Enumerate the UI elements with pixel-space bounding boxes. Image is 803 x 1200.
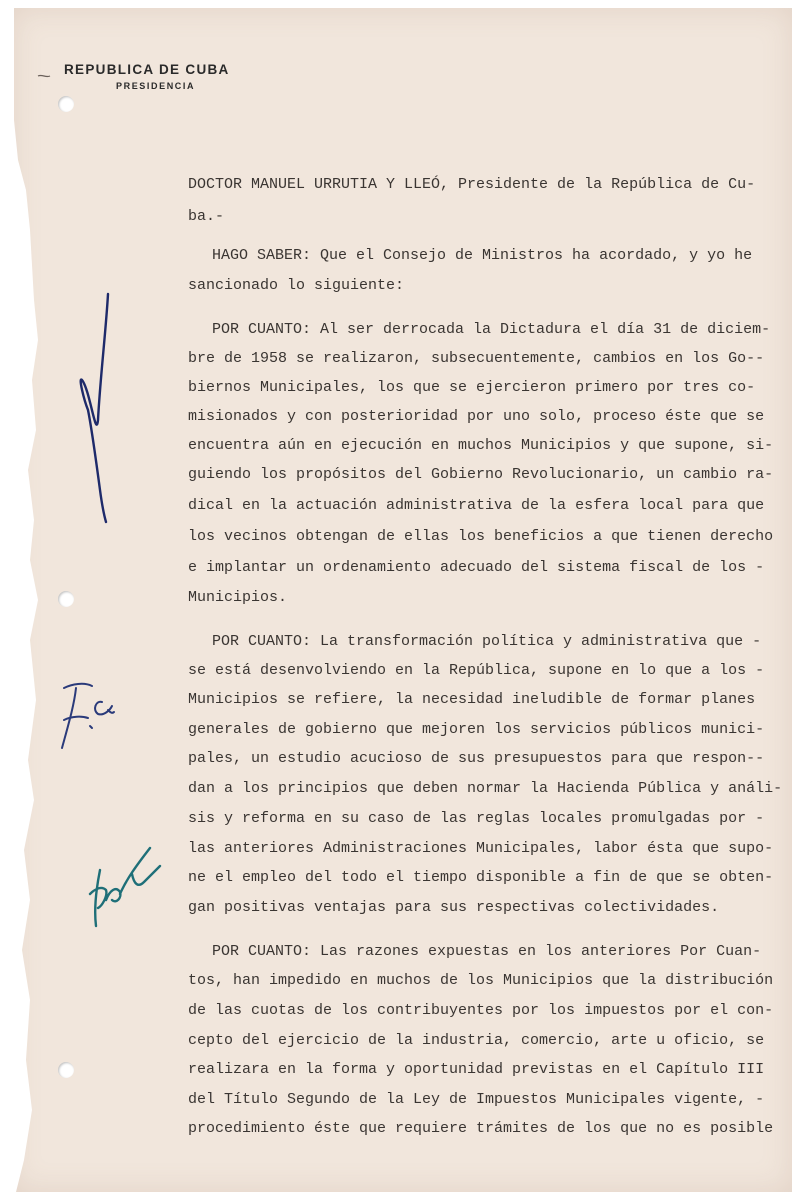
signature-mark-top xyxy=(70,290,130,530)
initials-mark xyxy=(52,676,132,756)
torn-left-edge xyxy=(0,0,60,1200)
text-line: e implantar un ordenamiento adecuado del sistema fiscal de los - xyxy=(188,559,765,576)
pencil-mark xyxy=(34,66,64,86)
text-line: las anteriores Administraciones Municipales, labor ésta que supo- xyxy=(188,840,774,857)
letterhead xyxy=(64,62,264,91)
text-line: los vecinos obtengan de ellas los beneficios a que tienen derecho xyxy=(188,528,774,545)
text-line: sis y reforma en su caso de las reglas locales promulgadas por - xyxy=(188,810,765,827)
text-line: Municipios. xyxy=(188,589,288,606)
text-line: bre de 1958 se realizaron, subsecuentemente, cambios en los Go-- xyxy=(188,350,765,367)
text-line: misionados y con posterioridad por uno solo, proceso éste que se xyxy=(188,408,765,425)
text-line: dical en la actuación administrativa de la esfera local para que xyxy=(188,497,765,514)
text-line: dan a los principios que deben normar la Hacienda Pública y análi- xyxy=(188,780,783,797)
punch-hole-bottom xyxy=(58,1062,74,1078)
text-line: realizara en la forma y oportunidad previstas en el Capítulo III xyxy=(188,1061,765,1078)
text-line: POR CUANTO: Al ser derrocada la Dictadura el día 31 de diciem- xyxy=(212,321,771,338)
text-line: del Título Segundo de la Ley de Impuestos Municipales vigente, - xyxy=(188,1091,765,1108)
punch-hole-top xyxy=(58,96,74,112)
letterhead-title: REPUBLICA DE CUBA xyxy=(64,62,230,77)
text-line: encuentra aún en ejecución en muchos Municipios y que supone, si- xyxy=(188,437,774,454)
text-line: generales de gobierno que mejoren los servicios públicos munici- xyxy=(188,721,765,738)
letterhead-subtitle: PRESIDENCIA xyxy=(116,81,196,91)
text-line: Municipios se refiere, la necesidad ineludible de formar planes xyxy=(188,691,756,708)
text-line: de las cuotas de los contribuyentes por los impuestos por el con- xyxy=(188,1002,774,1019)
text-line: cepto del ejercicio de la industria, comercio, arte u oficio, se xyxy=(188,1032,765,1049)
text-line: procedimiento éste que requiere trámites de los que no es posible xyxy=(188,1120,774,1137)
text-line: sancionado lo siguiente: xyxy=(188,277,405,294)
text-line: biernos Municipales, los que se ejercieron primero por tres co- xyxy=(188,379,756,396)
text-line: tos, han impedido en muchos de los Municipios que la distribución xyxy=(188,972,774,989)
text-line: gan positivas ventajas para sus respectivas colectividades. xyxy=(188,899,720,916)
text-line: DOCTOR MANUEL URRUTIA Y LLEÓ, Presidente de la República de Cu- xyxy=(188,176,756,193)
text-line: pales, un estudio acucioso de sus presupuestos para que respon-- xyxy=(188,750,765,767)
text-line: POR CUANTO: La transformación política y administrativa que - xyxy=(212,633,762,650)
text-line: se está desenvolviendo en la República, supone en lo que a los - xyxy=(188,662,765,679)
text-line: ba.- xyxy=(188,208,225,225)
text-line: HAGO SABER: Que el Consejo de Ministros ha acordado, y yo he xyxy=(212,247,753,264)
punch-hole-middle xyxy=(58,591,74,607)
initials-mark-2 xyxy=(80,830,170,930)
text-line: guiendo los propósitos del Gobierno Revolucionario, un cambio ra- xyxy=(188,466,774,483)
text-line: ne el empleo del todo el tiempo disponible a fin de que se obten- xyxy=(188,869,774,886)
text-line: POR CUANTO: Las razones expuestas en los anteriores Por Cuan- xyxy=(212,943,762,960)
